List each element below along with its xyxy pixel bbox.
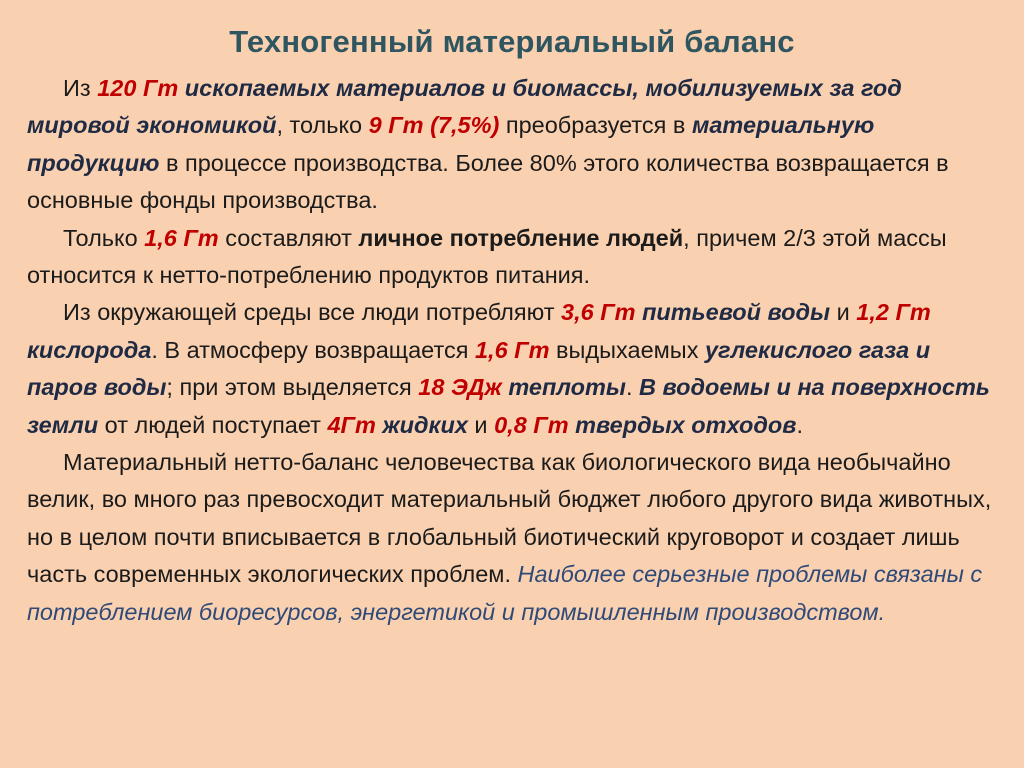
paragraph-3-span: 0,8 Гт [494,411,569,438]
paragraph-3-span: теплоты [508,374,626,401]
paragraph-3-span: Из окружающей среды все люди потребляют [63,299,561,326]
paragraph-3-span: питьевой воды [642,299,831,326]
paragraph-1-span: 120 Гт [97,75,179,101]
paragraph-3-span: . [625,374,640,401]
paragraph-4-span: Наиболее серьезные проблемы связаны с потреблением биоресурсов, энергетикой и промышленным производством. [27,561,983,625]
paragraph-3-span: кислорода [27,336,152,363]
paragraph-1-span: 9 Гт (7,5%) [368,112,500,139]
paragraph-2-span: составляют [218,224,359,251]
paragraph-3 [27,294,1002,444]
paragraph-1-span: Из [63,75,98,101]
paragraph-3-span: ; при этом выделяется [166,374,419,401]
paragraph-1-span: в процессе производства. Более 80% этого количества возвращается в основные фонды производства. [27,149,949,214]
paragraph-2 [27,220,1002,295]
paragraph-1-span: , только [276,112,369,139]
paragraph-3-span: 4Гт [327,411,376,438]
paragraph-3-span: углекислого газа и паров воды [27,336,931,401]
paragraph-1-span: материальную продукцию [27,112,875,176]
paragraph-1-span: ископаемых материалов и биомассы, мобилизуемых за год мировой экономикой [27,75,902,139]
paragraph-2-span: , причем 2/3 этой массы относится к нетто-потреблению продуктов питания. [27,224,947,289]
slide-title: Техногенный материальный баланс [229,24,795,59]
paragraph-3-span: выдыхаемых [549,336,705,363]
slide-body [27,70,1002,631]
paragraph-3-span: твердых отходов [575,411,797,438]
paragraph-2-span: 1,6 Гт [144,224,219,251]
paragraph-3-span: . [796,411,803,438]
paragraph-3-span: В водоемы и на поверхность земли [27,374,990,438]
paragraph-1-span: преобразуется в [499,112,692,139]
paragraph-4 [27,444,1002,631]
paragraph-3-span: . В атмосферу возвращается [151,336,475,363]
paragraph-2-span: личное потребление людей [358,224,684,251]
paragraph-3-span: жидких [382,411,468,438]
paragraph-2-span: Только [63,224,145,251]
paragraph-3-span: 1,6 Гт [474,336,550,363]
paragraph-3-span: от людей поступает [98,411,328,438]
paragraph-4-span: Материальный нетто-баланс человечества как биологического вида необычайно велик, во много раз превосходит материальный бюджет любого другого вида животных, но в целом почти вписывается в глобальный биотический круговорот и создает лишь часть современных экологических проблем. [27,449,992,588]
paragraph-3-span: и [830,299,857,326]
paragraph-3-span: 3,6 Гт [561,299,636,326]
paragraph-3-span: и [467,411,495,438]
paragraph-1 [27,70,1002,220]
paragraph-3-span: 1,2 Гт [856,299,931,326]
paragraph-3-span: 18 ЭДж [418,374,502,401]
